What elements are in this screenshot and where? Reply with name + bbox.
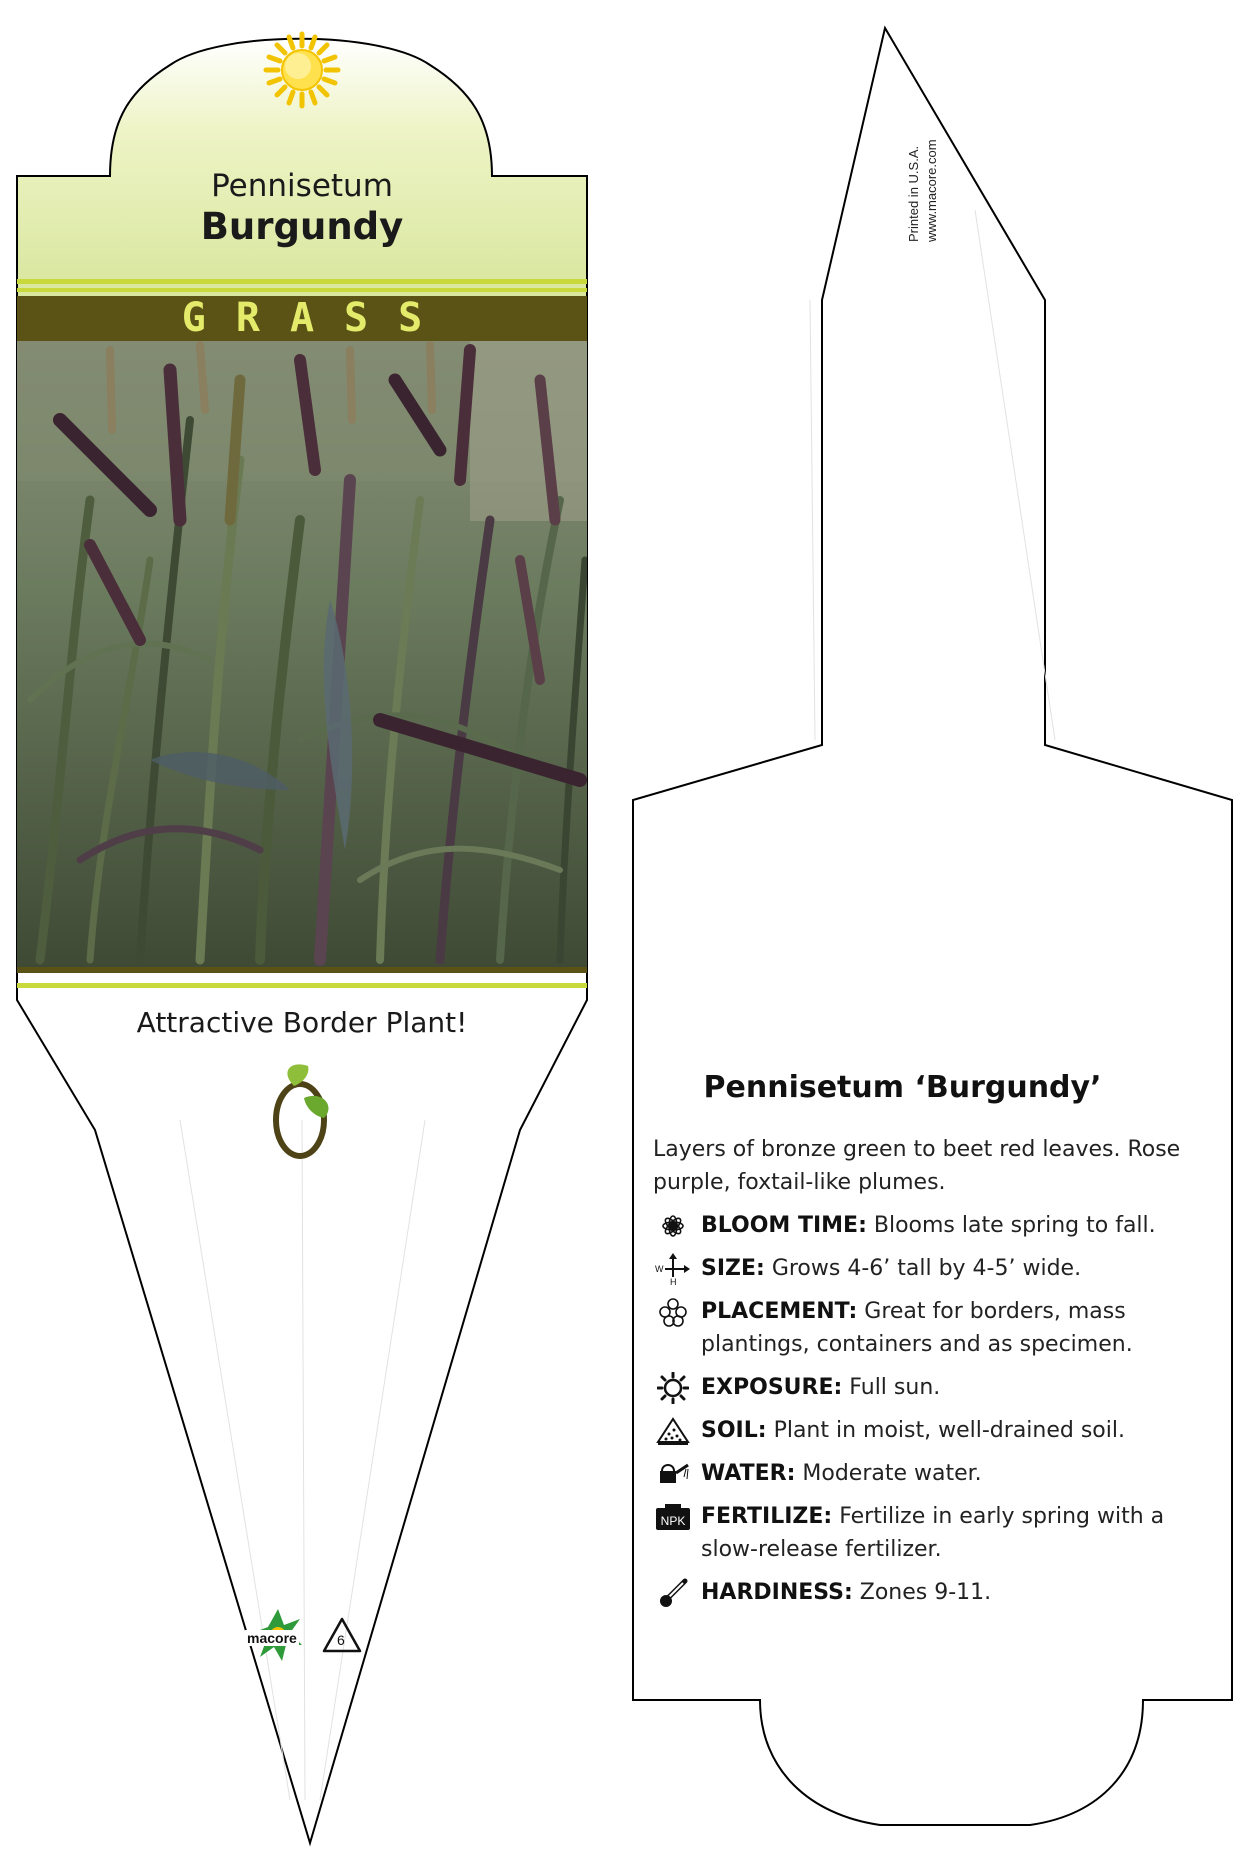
printed-note [905, 92, 975, 242]
care-instructions [653, 1133, 1203, 1619]
npk-icon [653, 1500, 693, 1533]
fertilize-text: Fertilize in early spring with a slow-release fertilizer. [701, 1504, 1165, 1562]
sun-icon [266, 34, 338, 106]
plant-cultivar: Burgundy [200, 205, 404, 248]
size-label: SIZE: [701, 1256, 765, 1281]
water-text: Moderate water. [802, 1461, 982, 1486]
soil-icon [653, 1414, 693, 1447]
bloom-label: BLOOM TIME: [701, 1213, 867, 1238]
care-row-water [653, 1457, 1203, 1490]
size-icon [653, 1252, 693, 1285]
category-band: GRASS [17, 296, 587, 341]
size-icon-h: H [670, 1276, 677, 1285]
exposure-text: Full sun. [849, 1375, 941, 1400]
care-row-bloom [653, 1209, 1203, 1242]
care-row-fertilize [653, 1500, 1203, 1566]
tagline: Attractive Border Plant! [136, 1006, 468, 1039]
water-label: WATER: [701, 1461, 796, 1486]
watering-can-icon [653, 1457, 693, 1490]
care-row-soil [653, 1414, 1203, 1447]
care-row-exposure [653, 1371, 1203, 1404]
placement-label: PLACEMENT: [701, 1299, 858, 1324]
printed-country: Printed in U.S.A. [906, 145, 921, 242]
plant-description: Layers of bronze green to beet red leaves. Rose purple, foxtail-like plumes. [653, 1137, 1181, 1195]
size-text: Grows 4-6’ tall by 4-5’ wide. [771, 1256, 1082, 1281]
fertilize-label: FERTILIZE: [701, 1504, 833, 1529]
hardiness-text: Zones 9-11. [859, 1580, 992, 1605]
back-title: Pennisetum ‘Burgundy’ [703, 1070, 1102, 1105]
plant-species: Pennisetum [211, 168, 393, 204]
soil-label: SOIL: [701, 1418, 767, 1443]
placement-text: Great for borders, mass plantings, containers and as specimen. [701, 1299, 1133, 1357]
printed-website: www.macore.com [924, 139, 939, 242]
brand-name: macore [247, 1630, 297, 1646]
flower-icon [653, 1209, 693, 1242]
thermometer-icon [653, 1576, 693, 1609]
plant-photo [17, 341, 587, 967]
npk-text: NPK [660, 1513, 686, 1528]
sun-outline-icon [653, 1371, 693, 1404]
placement-icon [653, 1295, 693, 1328]
bloom-text: Blooms late spring to fall. [873, 1213, 1156, 1238]
hardiness-label: HARDINESS: [701, 1580, 853, 1605]
care-row-hardiness [653, 1576, 1203, 1609]
care-row-placement [653, 1295, 1203, 1361]
soil-text: Plant in moist, well-drained soil. [773, 1418, 1125, 1443]
recycle-code: 6 [337, 1632, 345, 1648]
exposure-label: EXPOSURE: [701, 1375, 843, 1400]
care-row-size [653, 1252, 1203, 1285]
size-icon-w: W [655, 1263, 664, 1274]
